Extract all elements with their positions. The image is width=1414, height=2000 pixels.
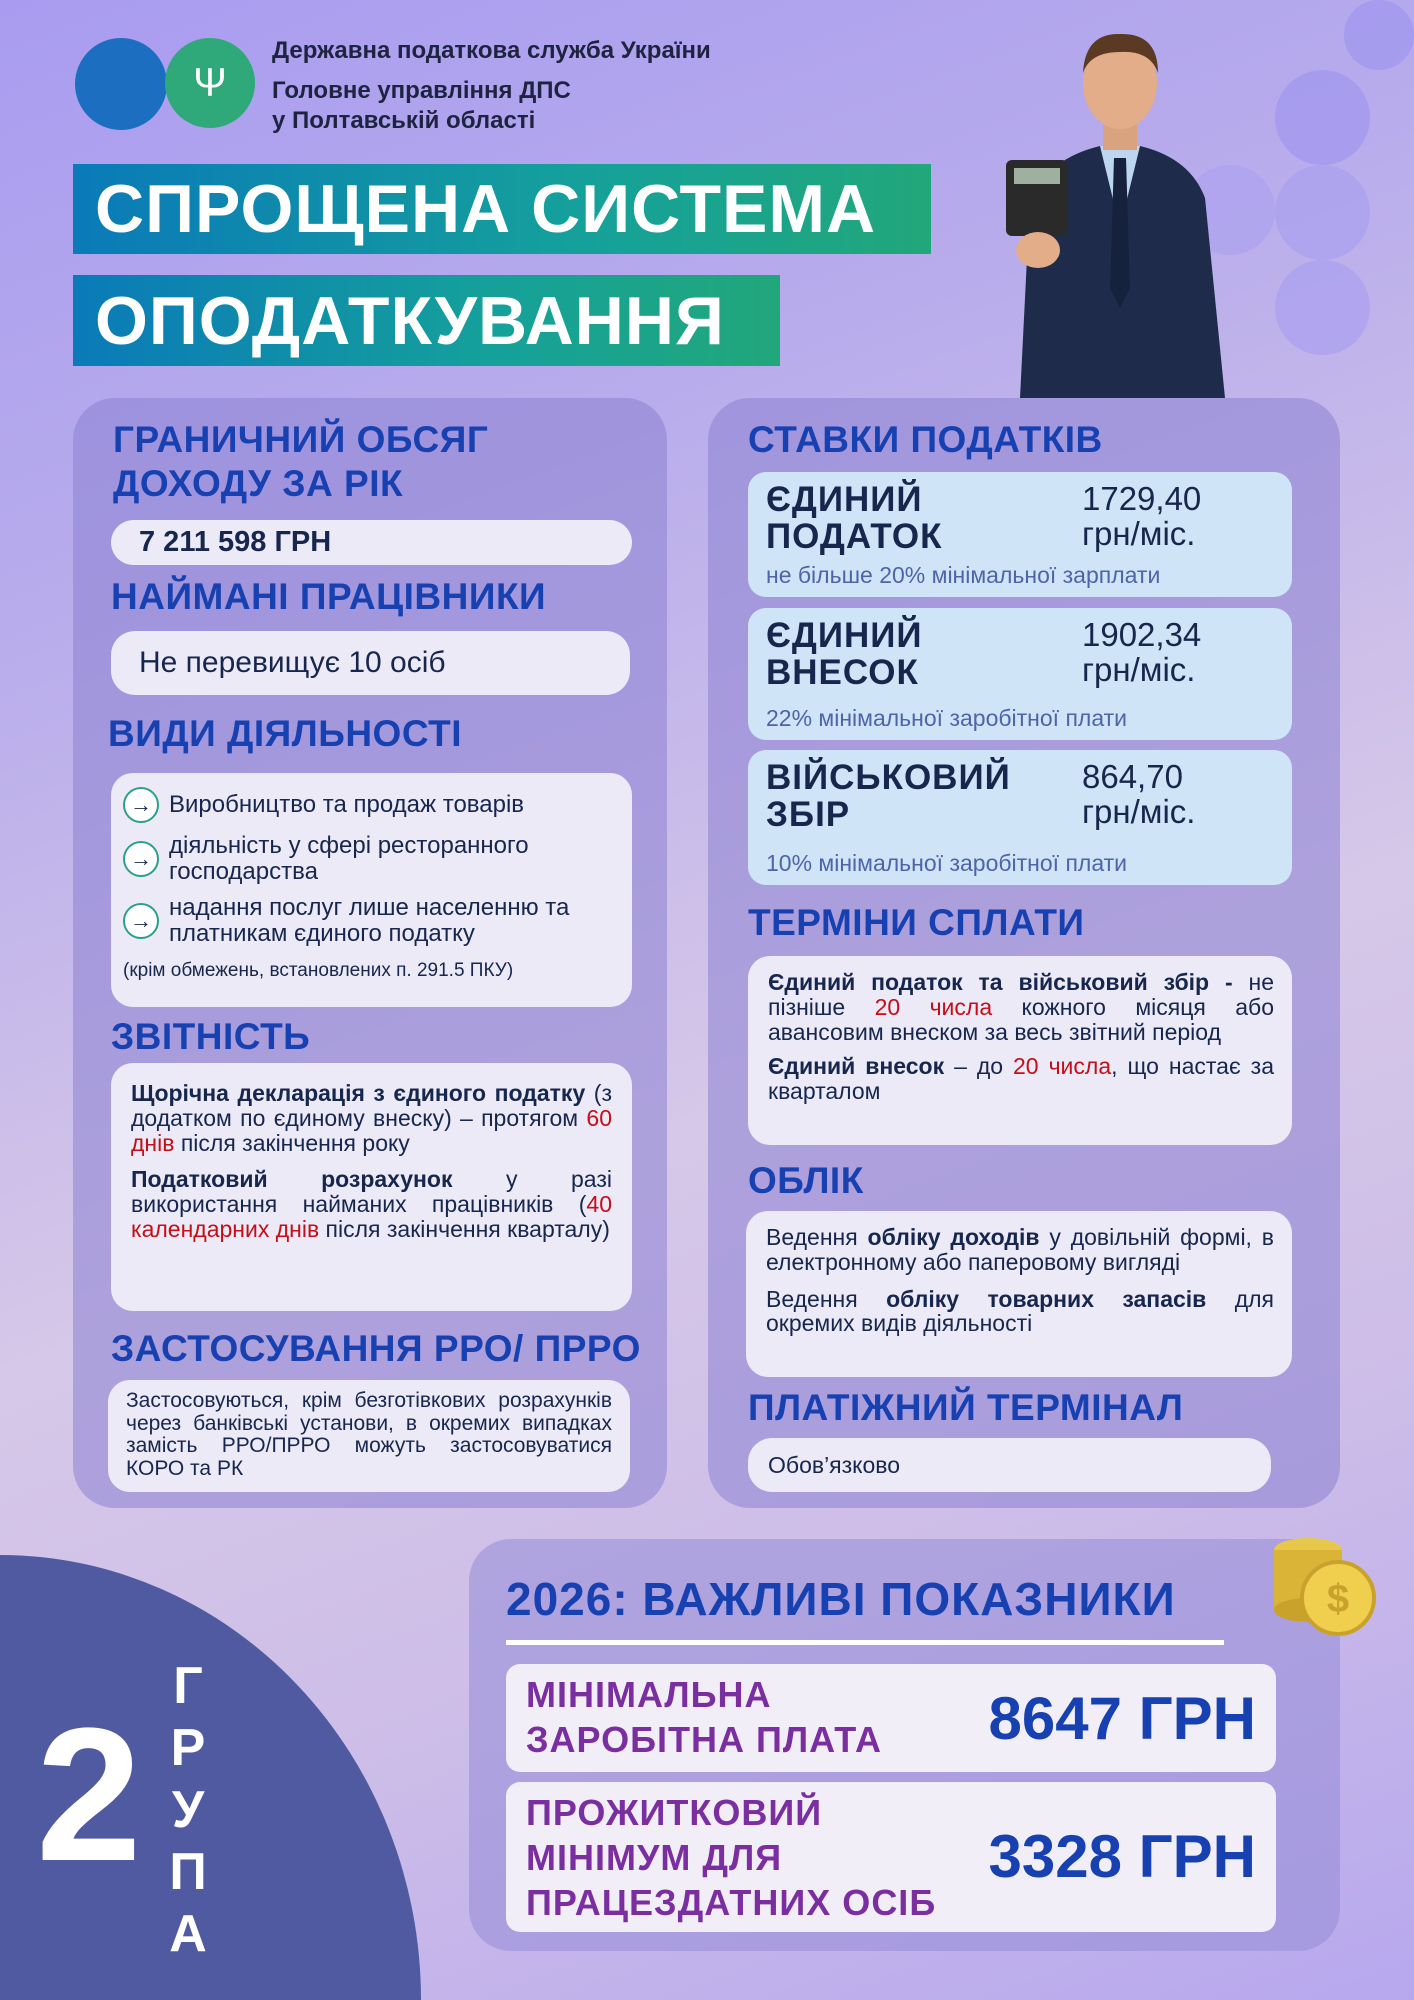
activities-note: (крім обмежень, встановлених п. 291.5 ПКУ) [123,959,514,981]
decor-circle [1344,0,1414,70]
indicators-heading: 2026: ВАЖЛИВІ ПОКАЗНИКИ [506,1573,1176,1625]
accounting-heading: ОБЛІК [748,1160,864,1201]
org-department: Головне управління ДПС [272,77,571,104]
reporting-heading: ЗВІТНІСТЬ [111,1016,311,1057]
logo-trident-icon: Ψ [165,38,255,128]
divider [506,1640,1224,1645]
decor-circle [1275,260,1370,355]
rate-card-military-levy: ВІЙСЬКОВИЙ ЗБІР 864,70 грн/міс. 10% мінімальної заробітної плати [748,750,1292,885]
activities-box [111,773,632,1007]
logo-blue-circle [75,38,167,130]
arrow-right-icon: → [123,841,159,877]
employees-heading: НАЙМАНІ ПРАЦІВНИКИ [111,576,547,617]
rro-heading: ЗАСТОСУВАННЯ РРО/ ПРРО [111,1328,641,1369]
reporting-box [111,1063,632,1311]
rate-card-single-contribution: ЄДИНИЙ ВНЕСОК 1902,34 грн/міс. 22% мінімальної заробітної плати [748,608,1292,740]
terminal-heading: ПЛАТІЖНИЙ ТЕРМІНАЛ [748,1387,1184,1428]
group-word: ГРУПА [169,1657,207,1963]
org-region: у Полтавській області [272,107,536,134]
title-line-1: СПРОЩЕНА СИСТЕМА [73,164,931,254]
activity-item: → Виробництво та продаж товарів [123,787,618,823]
payment-terms-heading: ТЕРМІНИ СПЛАТИ [748,902,1085,943]
employees-value: Не перевищує 10 осіб [111,631,630,695]
arrow-right-icon: → [123,903,159,939]
accounting-box: Ведення обліку доходів у довільній формі, в електронному або паперовому вигляді Ведення обліку товарних запасів для окремих видів діяльності [746,1211,1292,1377]
rate-card-single-tax: ЄДИНИЙ ПОДАТОК 1729,40 грн/міс. не більше 20% мінімальної зарплати [748,472,1292,597]
indicator-row-min-wage: МІНІМАЛЬНА ЗАРОБІТНА ПЛАТА 8647 ГРН [506,1664,1276,1772]
reporting-declaration: Щорічна декларація з єдиного податку (з додатком по єдиному внеску) – протягом 60 днів після закінчення року [131,1080,612,1156]
terminal-value: Обов’язково [748,1438,1271,1492]
decor-circle [1275,70,1370,165]
rro-text: Застосовуються, крім безготівкових розрахунків через банківські установи, в окремих випадках замість РРО/ПРРО можуть застосовуватися КОРО та РК [108,1380,630,1492]
indicator-row-subsistence: ПРОЖИТКОВИЙ МІНІМУМ ДЛЯ ПРАЦЕЗДАТНИХ ОСІБ 3328 ГРН [506,1782,1276,1932]
reporting-calculation: Податковий розрахунок у разі використання найманих працівників (40 календарних днів після закінчення кварталу) [131,1166,612,1243]
group-number: 2 [36,1689,142,1901]
payment-terms-box: Єдиний податок та військовий збір - не пізніше 20 числа кожного місяця або авансовим внеском за весь звітний період Єдиний внесок – до 20 числа, що настає за кварталом [748,956,1292,1145]
rates-heading: СТАВКИ ПОДАТКІВ [748,419,1103,460]
arrow-right-icon: → [123,787,159,823]
activities-heading: ВИДИ ДІЯЛЬНОСТІ [108,713,463,754]
income-limit-value: 7 211 598 ГРН [111,520,632,565]
decor-circle [1275,165,1370,260]
activity-item: → надання послуг лише населенню та платникам єдиного податку [123,895,618,947]
coins-icon [1268,1530,1378,1640]
income-limit-heading: ГРАНИЧНИЙ ОБСЯГ ДОХОДУ ЗА РІК [113,419,489,505]
activity-item: → діяльність у сфері ресторанного господарства [123,833,618,885]
svg-text:$: $ [1326,1577,1350,1621]
org-name: Державна податкова служба України [272,37,711,64]
title-line-2: ОПОДАТКУВАННЯ [73,275,780,366]
man-with-calculator-image [990,28,1250,398]
